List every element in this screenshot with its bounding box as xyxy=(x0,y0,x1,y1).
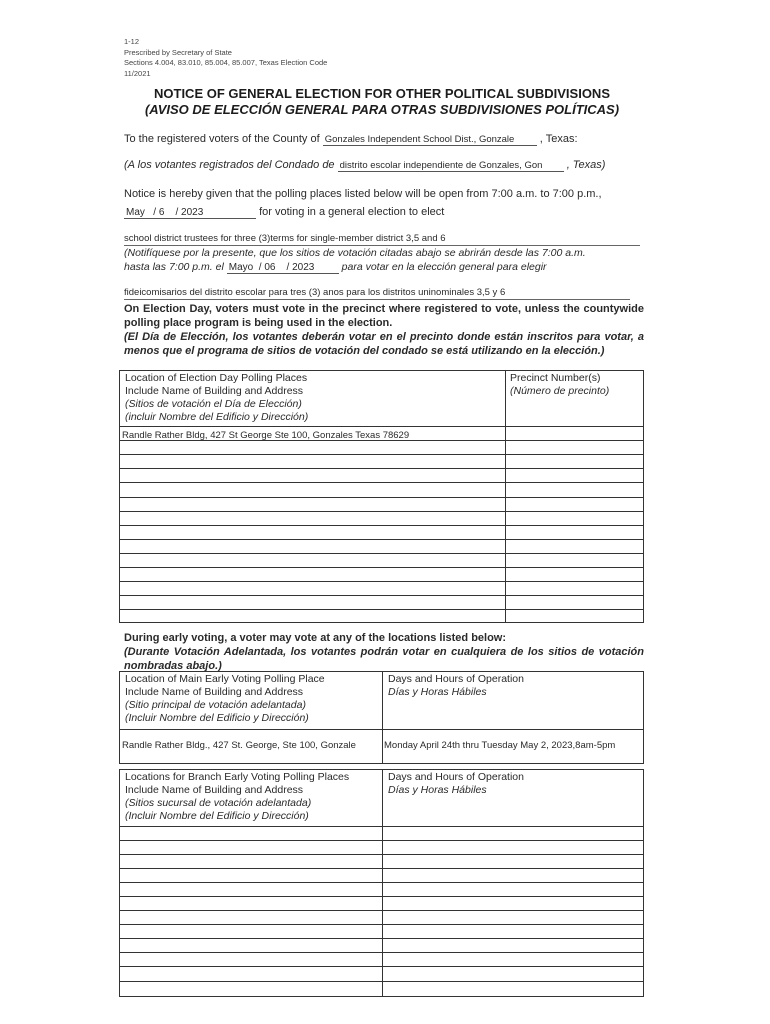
table-row xyxy=(119,525,644,526)
table-row xyxy=(119,896,644,897)
notice-es-after-date: para votar en la elección general para elegir xyxy=(341,261,547,273)
table-row xyxy=(119,966,644,967)
table-row xyxy=(119,868,644,869)
date-month: May xyxy=(126,207,145,218)
table-row xyxy=(119,826,644,827)
be-col1-line4: (Incluir Nombre del Edificio y Dirección) xyxy=(125,810,309,822)
date-year-es: 2023 xyxy=(292,262,315,273)
voters-suffix: , Texas: xyxy=(539,133,578,145)
table-row xyxy=(119,910,644,911)
ed-col2-line1: Precinct Number(s) xyxy=(510,372,601,384)
elect-field: school district trustees for three (3)terms for single-member district 3,5 and 6 xyxy=(124,233,446,244)
elect-es-underline xyxy=(124,299,630,300)
election-day-es: (El Día de Elección, los votantes deberán votar en el precinto donde están inscritos para votar, a menos que el programa de sitios de votación del condado se está utilizando en la elección.) xyxy=(124,331,644,357)
table-row xyxy=(119,567,644,568)
me-col1-line2: Include Name of Building and Address xyxy=(125,686,304,698)
table-row xyxy=(119,938,644,939)
be-col2-line2: Días y Horas Hábiles xyxy=(388,784,487,796)
ed-col2-line2: (Número de precinto) xyxy=(510,385,610,397)
notice-es-prefix: hasta las 7:00 p.m. el xyxy=(124,261,224,273)
title-spanish: (AVISO DE ELECCIÓN GENERAL PARA OTRAS SUBDIVISIONES POLÍTICAS) xyxy=(144,102,620,117)
date-day-es: 06 xyxy=(264,262,276,273)
table-row xyxy=(119,595,644,596)
table-row xyxy=(119,840,644,841)
ed-col1-line2: Include Name of Building and Address xyxy=(125,385,304,397)
me-col1-line3: (Sitio principal de votación adelantada) xyxy=(125,699,306,711)
table-row xyxy=(119,468,644,469)
branch-early-col2-header xyxy=(388,771,524,797)
title-english: NOTICE OF GENERAL ELECTION FOR OTHER POLITICAL SUBDIVISIONS xyxy=(154,86,610,101)
main-early-location-1: Randle Rather Bldg., 427 St. George, Ste 100, Gonzale xyxy=(122,740,356,751)
date-year: 2023 xyxy=(181,207,204,218)
table-row xyxy=(119,511,644,512)
table-row xyxy=(119,882,644,883)
table-row xyxy=(119,497,644,498)
date-month-es: Mayo xyxy=(228,262,254,273)
table-row xyxy=(119,454,644,455)
county-field: Gonzales Independent School Dist., Gonzale xyxy=(323,134,537,146)
election-day-col1-header xyxy=(125,372,308,424)
elect-underline xyxy=(124,245,640,246)
form-number: 1-12 xyxy=(124,37,140,46)
notice-after-date: for voting in a general election to elect xyxy=(259,206,445,218)
main-early-col2-header xyxy=(388,673,524,699)
voters-line-es xyxy=(124,159,605,172)
me-col2-line2: Días y Horas Hábiles xyxy=(388,686,487,698)
form-header xyxy=(124,37,327,79)
table-row xyxy=(119,581,644,582)
me-col1-line1: Location of Main Early Voting Polling Place xyxy=(125,673,325,685)
election-date-field: May / 6 / 2023 xyxy=(124,207,256,219)
table-row xyxy=(119,854,644,855)
election-date-field-es: Mayo / 06 / 2023 xyxy=(227,262,339,274)
form-date: 11/2021 xyxy=(124,68,151,78)
code-sections: Sections 4.004, 83.010, 85.004, 85.007, Texas Election Code xyxy=(124,58,328,67)
main-early-col-divider-lower xyxy=(382,729,383,764)
notice-es-line2 xyxy=(124,261,547,274)
voters-suffix-es: , Texas) xyxy=(566,159,606,171)
election-day-paragraph xyxy=(124,302,644,358)
me-col2-line1: Days and Hours of Operation xyxy=(388,673,524,685)
be-col1-line1: Locations for Branch Early Voting Polling Places xyxy=(125,771,350,783)
ed-col1-line3: (Sitios de votación el Día de Elección) xyxy=(125,398,302,410)
branch-early-col1-header xyxy=(125,771,349,823)
table-row xyxy=(119,924,644,925)
table-row xyxy=(119,426,644,427)
date-day: 6 xyxy=(158,207,165,218)
elect-field-es: fideicomisarios del distrito escolar para tres (3) anos para los distritos uninominales 3,5 y 6 xyxy=(124,287,506,298)
prescribed-by: Prescribed by Secretary of State xyxy=(124,47,232,57)
early-voting-paragraph xyxy=(124,631,644,673)
page-title xyxy=(124,86,640,118)
be-col2-line1: Days and Hours of Operation xyxy=(388,771,524,783)
voters-prefix: To the registered voters of the County of xyxy=(124,133,320,145)
be-col1-line3: (Sitios sucursal de votación adelantada) xyxy=(125,797,312,809)
table-row xyxy=(119,553,644,554)
notice-es-line1: (Notifíquese por la presente, que los sitios de votación citadas abajo se abrirán desde las 7:00 a.m. xyxy=(124,247,586,259)
notice-date-line xyxy=(124,206,444,219)
election-day-col2-header xyxy=(510,372,609,398)
be-col1-line2: Include Name of Building and Address xyxy=(125,784,304,796)
early-voting-en: During early voting, a voter may vote at any of the locations listed below: xyxy=(124,632,507,644)
main-early-hours-1: Monday April 24th thru Tuesday May 2, 2023,8am-5pm xyxy=(384,740,616,751)
ed-col1-line4: (incluir Nombre del Edificio y Dirección) xyxy=(125,411,309,423)
notice-text: Notice is hereby given that the polling places listed below will be open from 7:00 a.m. to 7:00 p.m., xyxy=(124,188,602,200)
main-early-col1-header xyxy=(125,673,325,725)
table-row xyxy=(119,952,644,953)
table-row xyxy=(119,482,644,483)
county-field-es: distrito escolar independiente de Gonzales, Gon xyxy=(338,160,564,172)
me-col1-line4: (Incluir Nombre del Edificio y Dirección) xyxy=(125,712,309,724)
voters-line xyxy=(124,133,578,146)
voters-prefix-es: (A los votantes registrados del Condado de xyxy=(124,159,335,171)
table-row xyxy=(119,609,644,610)
table-row xyxy=(119,539,644,540)
ed-col1-line1: Location of Election Day Polling Places xyxy=(125,372,308,384)
early-voting-es: (Durante Votación Adelantada, los votantes podrán votar en cualquiera de los sitios de votación nombradas abajo.) xyxy=(124,646,644,672)
main-early-col-divider xyxy=(382,671,383,729)
table-row xyxy=(119,440,644,441)
election-day-en: On Election Day, voters must vote in the precinct where registered to vote, unless the countywide polling place program is being used in the election. xyxy=(124,303,644,329)
table-row xyxy=(119,981,644,982)
branch-early-col-divider xyxy=(382,769,383,997)
election-day-location-1: Randle Rather Bldg, 427 St George Ste 100, Gonzales Texas 78629 xyxy=(122,430,410,441)
